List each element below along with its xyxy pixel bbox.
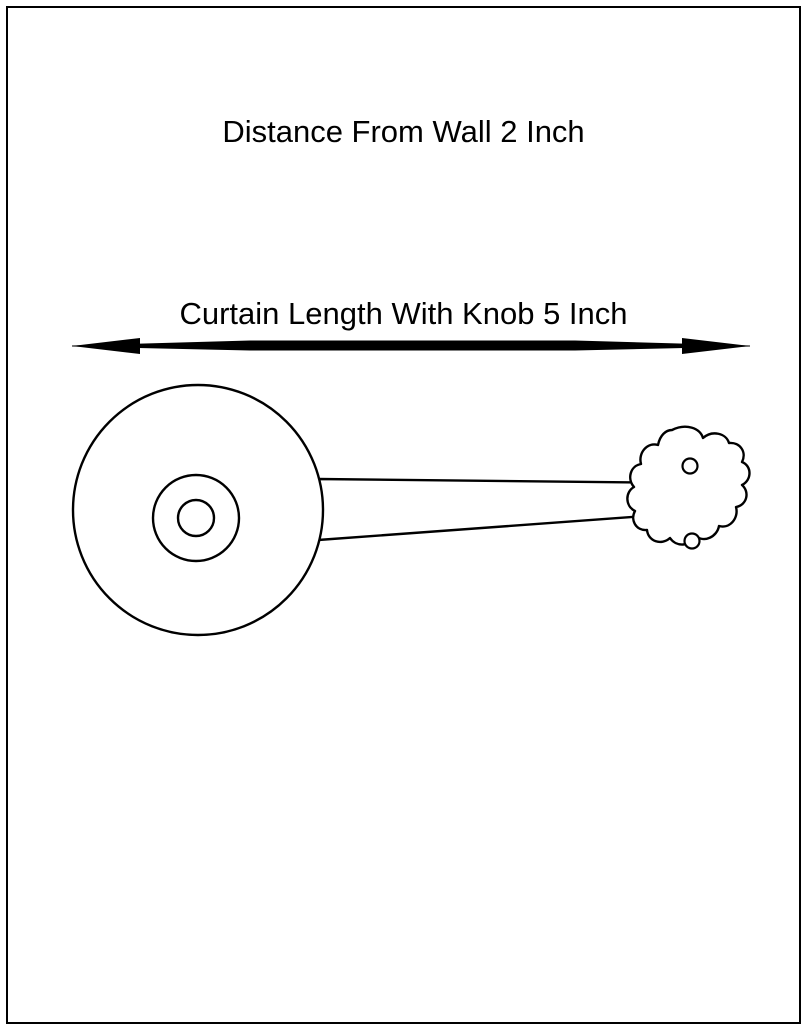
distance-from-wall-label: Distance From Wall 2 Inch [222, 114, 585, 149]
wall-mount-disc [73, 385, 323, 635]
screw-hole-lower-icon [685, 534, 700, 549]
disc-center-hole [178, 500, 214, 536]
curtain-length-dimension-line [72, 338, 750, 354]
screw-hole-upper-icon [683, 459, 698, 474]
flower-knob-head [627, 427, 749, 549]
curtain-length-label: Curtain Length With Knob 5 Inch [179, 296, 628, 331]
